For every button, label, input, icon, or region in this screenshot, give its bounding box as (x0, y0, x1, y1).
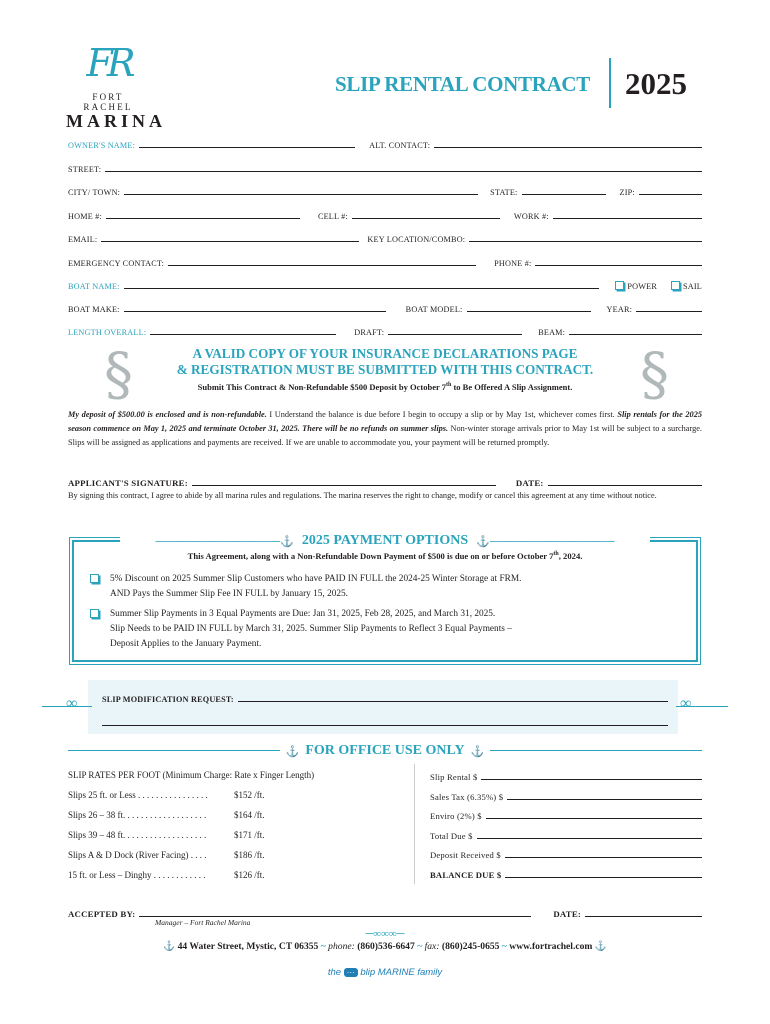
total-row (430, 788, 702, 802)
rate-price: $186 /ft. (234, 850, 265, 860)
office-title: FOR OFFICE USE ONLY (305, 743, 465, 758)
year-label: YEAR: (606, 305, 633, 314)
accepted-date-label: DATE: (553, 909, 582, 919)
total-field[interactable] (481, 770, 702, 780)
left-flourish-icon: ────────────────⚓ (155, 535, 294, 548)
cell-phone-label: CELL #: (317, 212, 348, 221)
beam-label: BEAM: (538, 328, 566, 337)
office-left-flourish-icon: ⚓ (285, 745, 300, 758)
submit-sup: th (446, 382, 452, 389)
office-title-band (280, 742, 490, 760)
option-1-checkbox[interactable] (90, 574, 99, 583)
footer-flourish-icon: ─∞∞∞─ (365, 928, 405, 940)
payment-intro-end: , 2024. (558, 551, 583, 561)
emergency-contact-label: EMERGENCY CONTACT: (68, 259, 165, 268)
work-phone-field[interactable] (553, 209, 702, 219)
signature-date-label: DATE: (515, 478, 544, 488)
total-row (430, 807, 702, 821)
anchor-icon-right: ⚓ (594, 941, 607, 952)
email-label: EMAIL: (68, 235, 98, 244)
applicant-signature-label: APPLICANT'S SIGNATURE: (68, 478, 188, 488)
anchor-icon-left: ⚓ (163, 941, 176, 952)
accepted-date-field[interactable] (585, 907, 702, 917)
rates-note: (Minimum Charge: Rate x Finger Length) (160, 770, 315, 780)
applicant-signature-field[interactable] (192, 476, 496, 486)
footer-separator-icon: ~ (501, 941, 507, 952)
city-field[interactable] (124, 185, 478, 195)
power-label: POWER (627, 282, 657, 291)
left-scroll-ornament-icon: § (104, 340, 133, 408)
submit-instruction (150, 382, 620, 392)
footer-phone-label: phone: (328, 941, 355, 952)
option-2-line-1: Summer Slip Payments in 3 Equal Payments are Due: Jan 31, 2025, Feb 28, 2025, and March 31, 2025. (110, 609, 496, 619)
footer-separator-icon: ~ (320, 941, 326, 952)
rate-label: Slips 39 – 48 ft. . . . . . . . . . . . . . . . . . . (68, 830, 207, 840)
modification-field-2[interactable] (102, 716, 668, 726)
boat-name-label: BOAT NAME: (68, 282, 120, 291)
home-phone-label: HOME #: (68, 212, 102, 221)
total-label: Deposit Received $ (430, 850, 501, 860)
manager-caption: Manager – Fort Rachel Marina (155, 918, 251, 927)
sail-label: SAIL (683, 282, 702, 291)
key-location-label: KEY LOCATION/COMBO: (367, 235, 466, 244)
agreement-text: By signing this contract, I agree to abide by all marina rules and regulations. The marina reserves the right to change, modify or cancel this agreement at any time without notice. (68, 491, 657, 500)
option-1-line-2: AND Pays the Summer Slip Fee IN FULL by January 15, 2025. (110, 589, 348, 599)
office-right-flourish-icon: ⚓ (470, 745, 485, 758)
logo-line1: FORT RACHEL (83, 92, 133, 112)
modification-field[interactable] (238, 692, 668, 702)
rates-heading (68, 770, 314, 780)
rate-label: 15 ft. or Less – Dinghy . . . . . . . . . . . . (68, 870, 206, 880)
phone-field[interactable] (535, 256, 702, 266)
right-flourish-icon: ⚓──────────────── (476, 535, 615, 548)
zip-field[interactable] (639, 185, 702, 195)
option-2-line-2: Slip Needs to be PAID IN FULL by March 31, 2025. Summer Slip Payments to Reflect 3 Equal Payments – (110, 624, 512, 634)
alt-contact-field[interactable] (434, 138, 702, 148)
rates-heading-text: SLIP RATES PER FOOT (68, 770, 161, 780)
payment-title: 2025 PAYMENT OPTIONS (301, 533, 469, 548)
zip-label: ZIP: (619, 188, 635, 197)
rate-label: Slips 25 ft. or Less . . . . . . . . . . . . . . . . (68, 790, 208, 800)
modification-right-knot-icon: ∞ (680, 695, 692, 712)
total-label: Slip Rental $ (430, 772, 478, 782)
payment-intro-sup: th (553, 551, 559, 558)
footer-fax: (860)245-0655 (441, 941, 500, 952)
footer-address: 44 Water Street, Mystic, CT 06355 (177, 941, 319, 952)
phone-label: PHONE #: (494, 259, 532, 268)
terms-paragraph (68, 408, 702, 450)
deposit-statement: My deposit of $500.00 is enclosed and is non-refundable. (68, 410, 267, 419)
total-label: Sales Tax (6.35%) $ (430, 791, 504, 802)
rate-label: Slips A & D Dock (River Facing) . . . . (68, 850, 207, 860)
insurance-line-2: & REGISTRATION MUST BE SUBMITTED WITH THIS CONTRACT. (176, 362, 594, 377)
rates-divider (414, 764, 415, 884)
draft-label: DRAFT: (354, 328, 385, 337)
modification-label: SLIP MODIFICATION REQUEST: (102, 695, 234, 704)
submit-text-end: to Be Offered A Slip Assignment. (451, 382, 573, 392)
boat-make-field[interactable] (124, 302, 386, 312)
insurance-notice (150, 346, 620, 378)
contract-year: 2025 (625, 66, 687, 101)
total-label: Enviro (2%) $ (430, 811, 482, 821)
cell-phone-field[interactable] (352, 209, 500, 219)
total-row (430, 846, 702, 860)
footer-website[interactable]: www.fortrachel.com (509, 941, 593, 952)
beam-field[interactable] (569, 325, 702, 335)
emergency-contact-field[interactable] (168, 256, 476, 266)
power-checkbox[interactable] (615, 281, 657, 291)
boat-name-field[interactable] (124, 279, 600, 289)
page-title: SLIP RENTAL CONTRACT (335, 72, 591, 96)
length-overall-field[interactable] (150, 325, 336, 335)
right-scroll-ornament-icon: § (640, 340, 669, 408)
total-field[interactable] (507, 790, 702, 800)
total-field[interactable] (477, 829, 702, 839)
rate-label: Slips 26 – 38 ft. . . . . . . . . . . . . . . . . . . (68, 810, 207, 820)
footer-phone[interactable]: (860)536-6647 (357, 941, 415, 952)
draft-field[interactable] (388, 325, 522, 335)
rate-price: $126 /ft. (234, 870, 265, 880)
work-phone-label: WORK #: (513, 212, 549, 221)
family-the: the (327, 967, 342, 978)
logo-monogram: FR (86, 41, 130, 85)
blip-badge-icon: ··· (344, 968, 358, 977)
street-field[interactable] (105, 162, 702, 172)
modification-left-knot-icon: ∞ (66, 695, 78, 712)
title-divider (609, 58, 611, 108)
total-field[interactable] (486, 809, 702, 819)
city-label: CITY/ TOWN: (68, 188, 121, 197)
alt-contact-label: ALT. CONTACT: (369, 141, 431, 150)
sail-checkbox[interactable] (671, 281, 702, 291)
owners-name-label: OWNER'S NAME: (68, 141, 136, 150)
total-field[interactable] (505, 848, 702, 858)
length-overall-label: LENGTH OVERALL: (68, 328, 147, 337)
footer-contact (100, 941, 670, 952)
footer-fax-label: fax: (424, 941, 440, 952)
key-location-field[interactable] (469, 232, 702, 242)
rate-price: $164 /ft. (234, 810, 265, 820)
boat-model-label: BOAT MODEL: (405, 305, 463, 314)
total-field[interactable] (505, 868, 702, 878)
home-phone-field[interactable] (106, 209, 300, 219)
total-row (430, 768, 702, 782)
payment-option-2[interactable] (90, 607, 690, 652)
payment-title-band (120, 532, 650, 550)
total-label: Total Due $ (430, 830, 473, 841)
accepted-by-field[interactable] (139, 907, 531, 917)
owners-name-field[interactable] (139, 138, 355, 148)
option-2-line-3: Deposit Applies to the January Payment. (110, 639, 262, 649)
option-2-checkbox[interactable] (90, 609, 99, 618)
boat-model-field[interactable] (467, 302, 591, 312)
state-label: STATE: (490, 188, 518, 197)
footer-separator-icon: ~ (417, 941, 423, 952)
total-label: BALANCE DUE $ (430, 869, 502, 880)
family-tagline (300, 967, 470, 978)
total-row (430, 827, 702, 841)
rate-price: $171 /ft. (234, 830, 265, 840)
season-statement: Slip rentals for the 2025 season commence on May 1, 2025 and terminate October 31, 2025. There will be no refunds on summer slips. (68, 410, 702, 433)
total-row (430, 866, 702, 880)
payment-intro (90, 551, 680, 561)
boat-make-label: BOAT MAKE: (68, 305, 120, 314)
signature-date-field[interactable] (548, 476, 702, 486)
deposit-rest: I Understand the balance is due before I begin to occupy a slip or by May 1st, whichever comes first. (266, 410, 615, 419)
rate-price: $152 /ft. (234, 790, 265, 800)
email-field[interactable] (101, 232, 359, 242)
season-rest: Non-winter storage arrivals prior to May 1st will be subject to a surcharge. Slips will be assigned as applications and payments are received. If we are unable to accommodate you, your payment will be returned promptly. (68, 424, 702, 447)
accepted-by-label: ACCEPTED BY: (68, 909, 136, 919)
logo-line2: MARINA (66, 111, 166, 131)
option-1-line-1: 5% Discount on 2025 Summer Slip Customers who have PAID IN FULL the 2024-25 Winter Storage at FRM. (110, 574, 522, 584)
family-name: blip MARINE family (360, 967, 443, 978)
state-field[interactable] (522, 185, 606, 195)
street-label: STREET: (68, 165, 102, 174)
year-field[interactable] (636, 302, 702, 312)
logo (66, 41, 166, 131)
insurance-line-1: A VALID COPY OF YOUR INSURANCE DECLARATIONS PAGE (192, 346, 578, 361)
submit-text: Submit This Contract & Non-Refundable $500 Deposit by October 7 (197, 382, 446, 392)
payment-intro-text: This Agreement, along with a Non-Refundable Down Payment of $500 is due on or before October 7 (187, 551, 554, 561)
payment-option-1[interactable] (90, 572, 690, 602)
